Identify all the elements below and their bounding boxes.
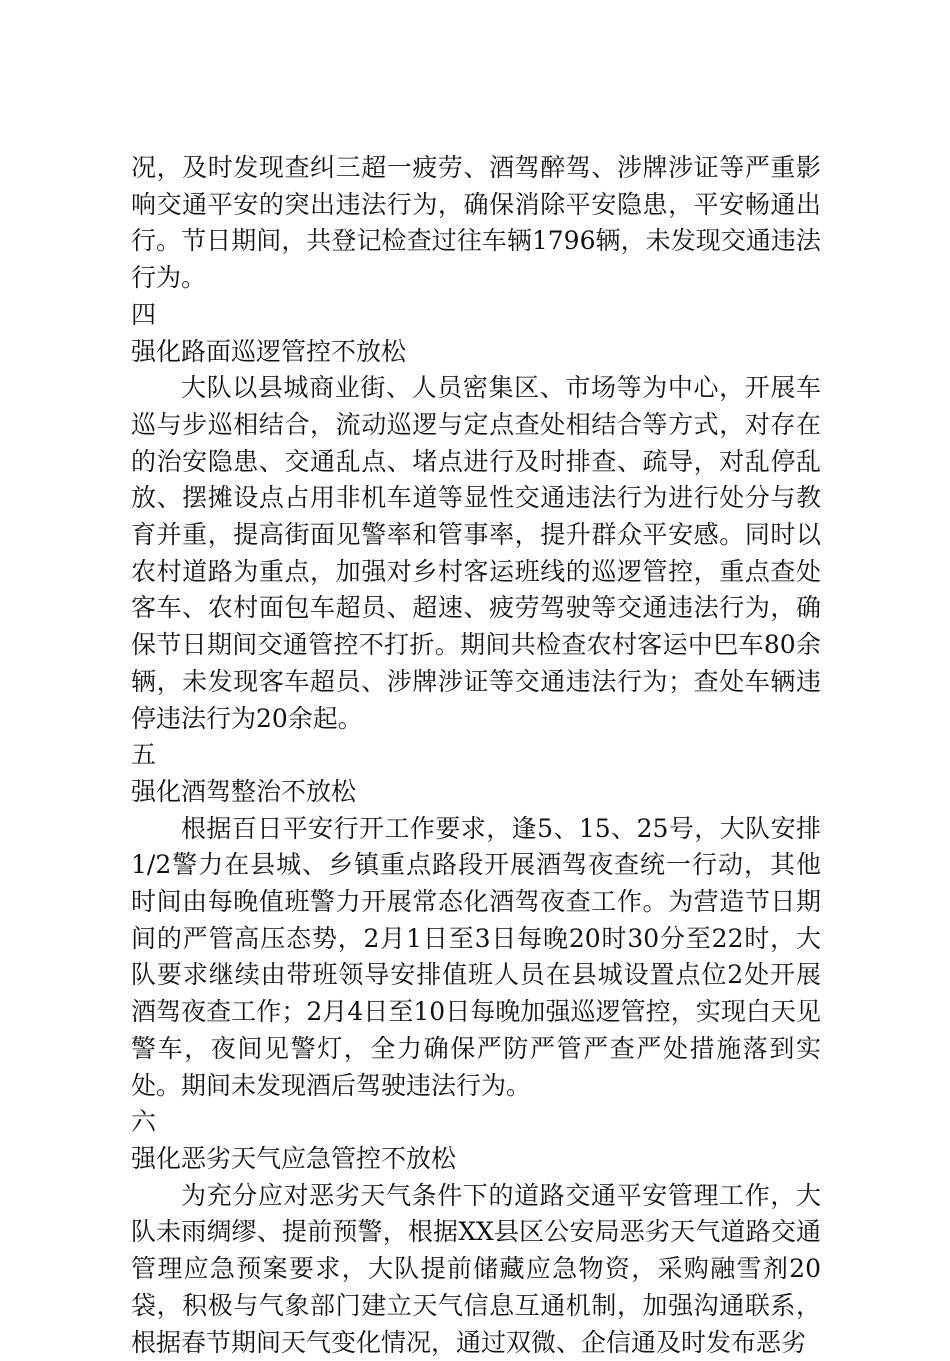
section-4-title: 强化路面巡逻管控不放松	[131, 336, 407, 366]
section-6-number: 六	[131, 1107, 157, 1137]
section-4-number: 四	[131, 299, 157, 329]
paragraph-intro: 况，及时发现查纠三超一疲劳、酒驾醉驾、涉牌涉证等严重影响交通平安的突出违法行为，确保消除平安隐患，平安畅通出行。节日期间，共登记检查过往车辆1796辆，未发现交通违法行为。	[131, 153, 821, 293]
section-5-body: 根据百日平安行开工作要求，逢5、15、25号，大队安排1/2警力在县城、乡镇重点路段开展酒驾夜查统一行动，其他时间由每晚值班警力开展常态化酒驾夜查工作。为营造节日期间的严管高压态势，2月1日至3日每晚20时30分至22时，大队要求继续由带班领导安排值班人员在县城设置点位2处开展酒驾夜查工作；2月4日至10日每晚加强巡逻管控，实现白天见警车，夜间见警灯，全力确保严防严管严查严处措施落到实处。期间未发现酒后驾驶违法行为。	[131, 813, 821, 1100]
section-6-body: 为充分应对恶劣天气条件下的道路交通平安管理工作，大队未雨绸缪、提前预警，根据XX县区公安局恶劣天气道路交通管理应急预案要求，大队提前储藏应急物资，采购融雪剂20袋，积极与气象部门建立天气信息互通机制，加强沟通联系，根据春节期间天气变化情况，通过双微、企信通及时发布恶劣	[131, 1180, 821, 1357]
section-6-title: 强化恶劣天气应急管控不放松	[131, 1143, 457, 1173]
document-page	[131, 150, 821, 1361]
section-5-title: 强化酒驾整治不放松	[131, 776, 357, 806]
section-4-body: 大队以县城商业街、人员密集区、市场等为中心，开展车巡与步巡相结合，流动巡逻与定点查处相结合等方式，对存在的治安隐患、交通乱点、堵点进行及时排查、疏导，对乱停乱放、摆摊设点占用非机车道等显性交通违法行为进行处分与教育并重，提高街面见警率和管事率，提升群众平安感。同时以农村道路为重点，加强对乡村客运班线的巡逻管控，重点查处客车、农村面包车超员、超速、疲劳驾驶等交通违法行为，确保节日期间交通管控不打折。期间共检查农村客运中巴车80余辆，未发现客车超员、涉牌涉证等交通违法行为；查处车辆违停违法行为20余起。	[131, 373, 821, 733]
section-5-number: 五	[131, 740, 157, 770]
